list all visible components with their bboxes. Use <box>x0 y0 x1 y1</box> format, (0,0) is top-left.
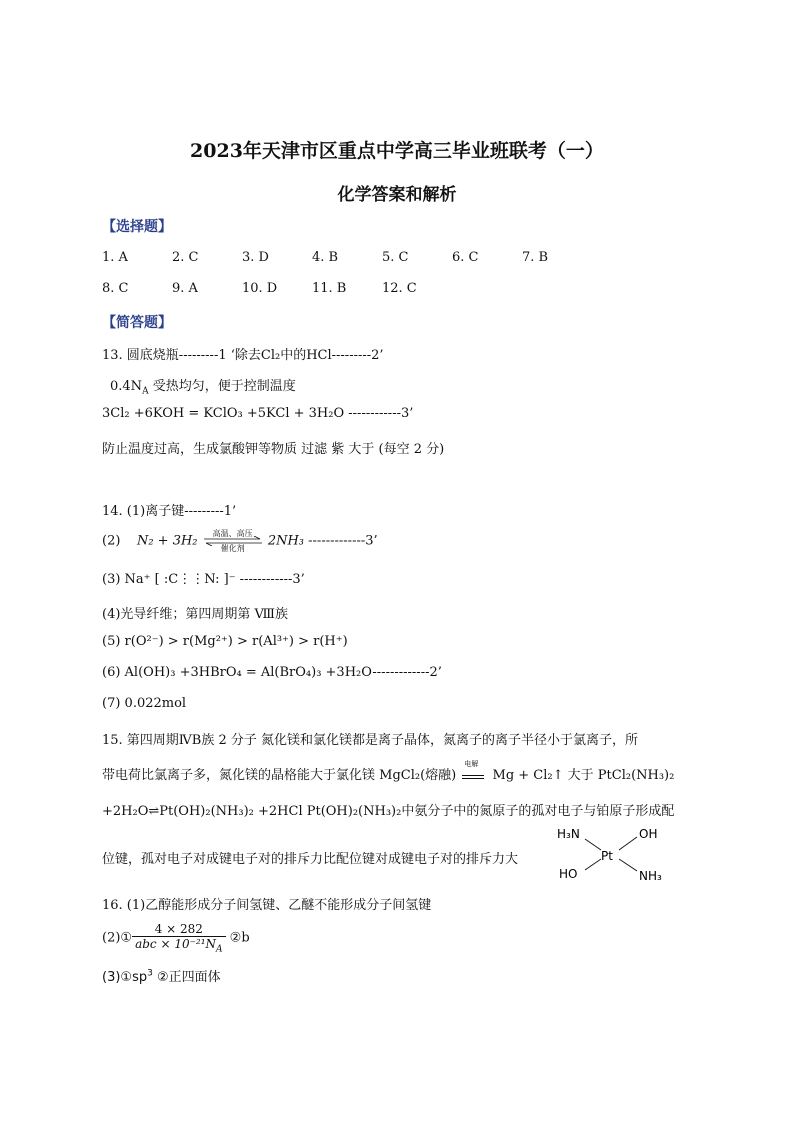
q14-line7: (7) 0.022mol <box>102 696 187 711</box>
q14-line5: (5) r(O²⁻) > r(Mg²⁺) > r(Al³⁺) > r(H⁺) <box>102 634 348 649</box>
density-fraction: $\frac{4 \times 282}{abc \times 10^{-21}N_A}$ <box>132 922 225 954</box>
choice-section-header: 【选择题】 <box>102 219 172 235</box>
q13-line1: 13. 圆底烧瓶---------1 ‘除去Cl₂中的HCl---------2’ <box>102 348 384 363</box>
choice-answer: 6. C <box>452 250 479 265</box>
q15-line1: 15. 第四周期ⅣB族 2 分子 氮化镁和氯化镁都是离子晶体，氮离子的离子半径小于氯离子，所 <box>102 733 639 748</box>
reaction-condition-arrow: 高温、高压 催化剂 <box>202 528 264 554</box>
q13-line4: 防止温度过高，生成氯酸钾等物质 过滤 紫 大于 (每空 2 分) <box>102 442 445 457</box>
q16-line2: (2)① $\frac{4 \times 282}{abc \times 10^{-21}N_A}$ ②b <box>102 922 250 955</box>
q13-line3: 3Cl₂ +6KOH = KClO₃ +5KCl + 3H₂O ------------3’ <box>102 406 414 421</box>
page-subtitle: 化学答案和解析 <box>337 185 457 205</box>
q16-line3: $(3)①sp^3$ ②正四面体 <box>102 968 221 985</box>
page-title: 2023年天津市区重点中学高三毕业班联考（一） <box>190 140 604 162</box>
short-answer-section-header: 【简答题】 <box>102 315 172 331</box>
choice-answer: 8. C <box>102 281 129 296</box>
choice-answer: 7. B <box>522 250 549 265</box>
choice-answer: 12. C <box>382 281 417 296</box>
struct-pt: Pt <box>601 849 613 863</box>
struct-nh3: NH₃ <box>639 869 662 883</box>
electrolysis-label: 电解 <box>464 759 479 768</box>
choice-answer: 2. C <box>172 250 199 265</box>
q13-line2: $0.4N_A$ 受热均匀，便于控制温度 <box>110 379 296 397</box>
q15-line2: 带电荷比氯离子多，氮化镁的晶格能大于氯化镁 MgCl₂(熔融) 电解 Mg + Cl₂↑ 大于 PtCl₂(NH₃)₂ <box>102 759 675 783</box>
q15-line4: 位键，孤对电子对成键电子对的排斥力比配位键对成键电子对的排斥力大 <box>102 852 519 867</box>
q15-line3: +2H₂O⇌Pt(OH)₂(NH₃)₂ +2HCl Pt(OH)₂(NH₃)₂中氨分子中的氮原子的孤对电子与铂原子形成配 <box>102 804 675 819</box>
struct-h3n: H₃N <box>557 827 580 841</box>
choice-answer: 11. B <box>312 281 347 296</box>
struct-ho: HO <box>559 867 578 881</box>
choice-answer: 3. D <box>242 250 269 265</box>
q16-line1: 16. (1)乙醇能形成分子间氢键、乙醚不能形成分子间氢键 <box>102 898 432 913</box>
choice-answer: 10. D <box>242 281 278 296</box>
q14-line3: (3) Na⁺ [ :C⋮⋮N: ]⁻ ------------3’ <box>102 572 305 587</box>
q14-line1: 14. (1)离子键---------1’ <box>102 504 237 519</box>
struct-oh: OH <box>639 827 658 841</box>
choice-answer: 5. C <box>382 250 409 265</box>
pt-complex-structure <box>555 824 675 886</box>
choice-answer: 4. B <box>312 250 339 265</box>
q14-line4: (4)光导纤维；第四周期第 Ⅷ族 <box>102 607 289 622</box>
choice-answer: 9. A <box>172 281 198 296</box>
q14-line2: (2) N₂ + 3H₂ 高温、高压 催化剂 2NH₃ -------------3’ <box>102 529 378 553</box>
q14-line6: (6) Al(OH)₃ +3HBrO₄ = Al(BrO₄)₃ +3H₂O-------------2’ <box>102 665 442 680</box>
choice-answer: 1. A <box>102 250 128 265</box>
